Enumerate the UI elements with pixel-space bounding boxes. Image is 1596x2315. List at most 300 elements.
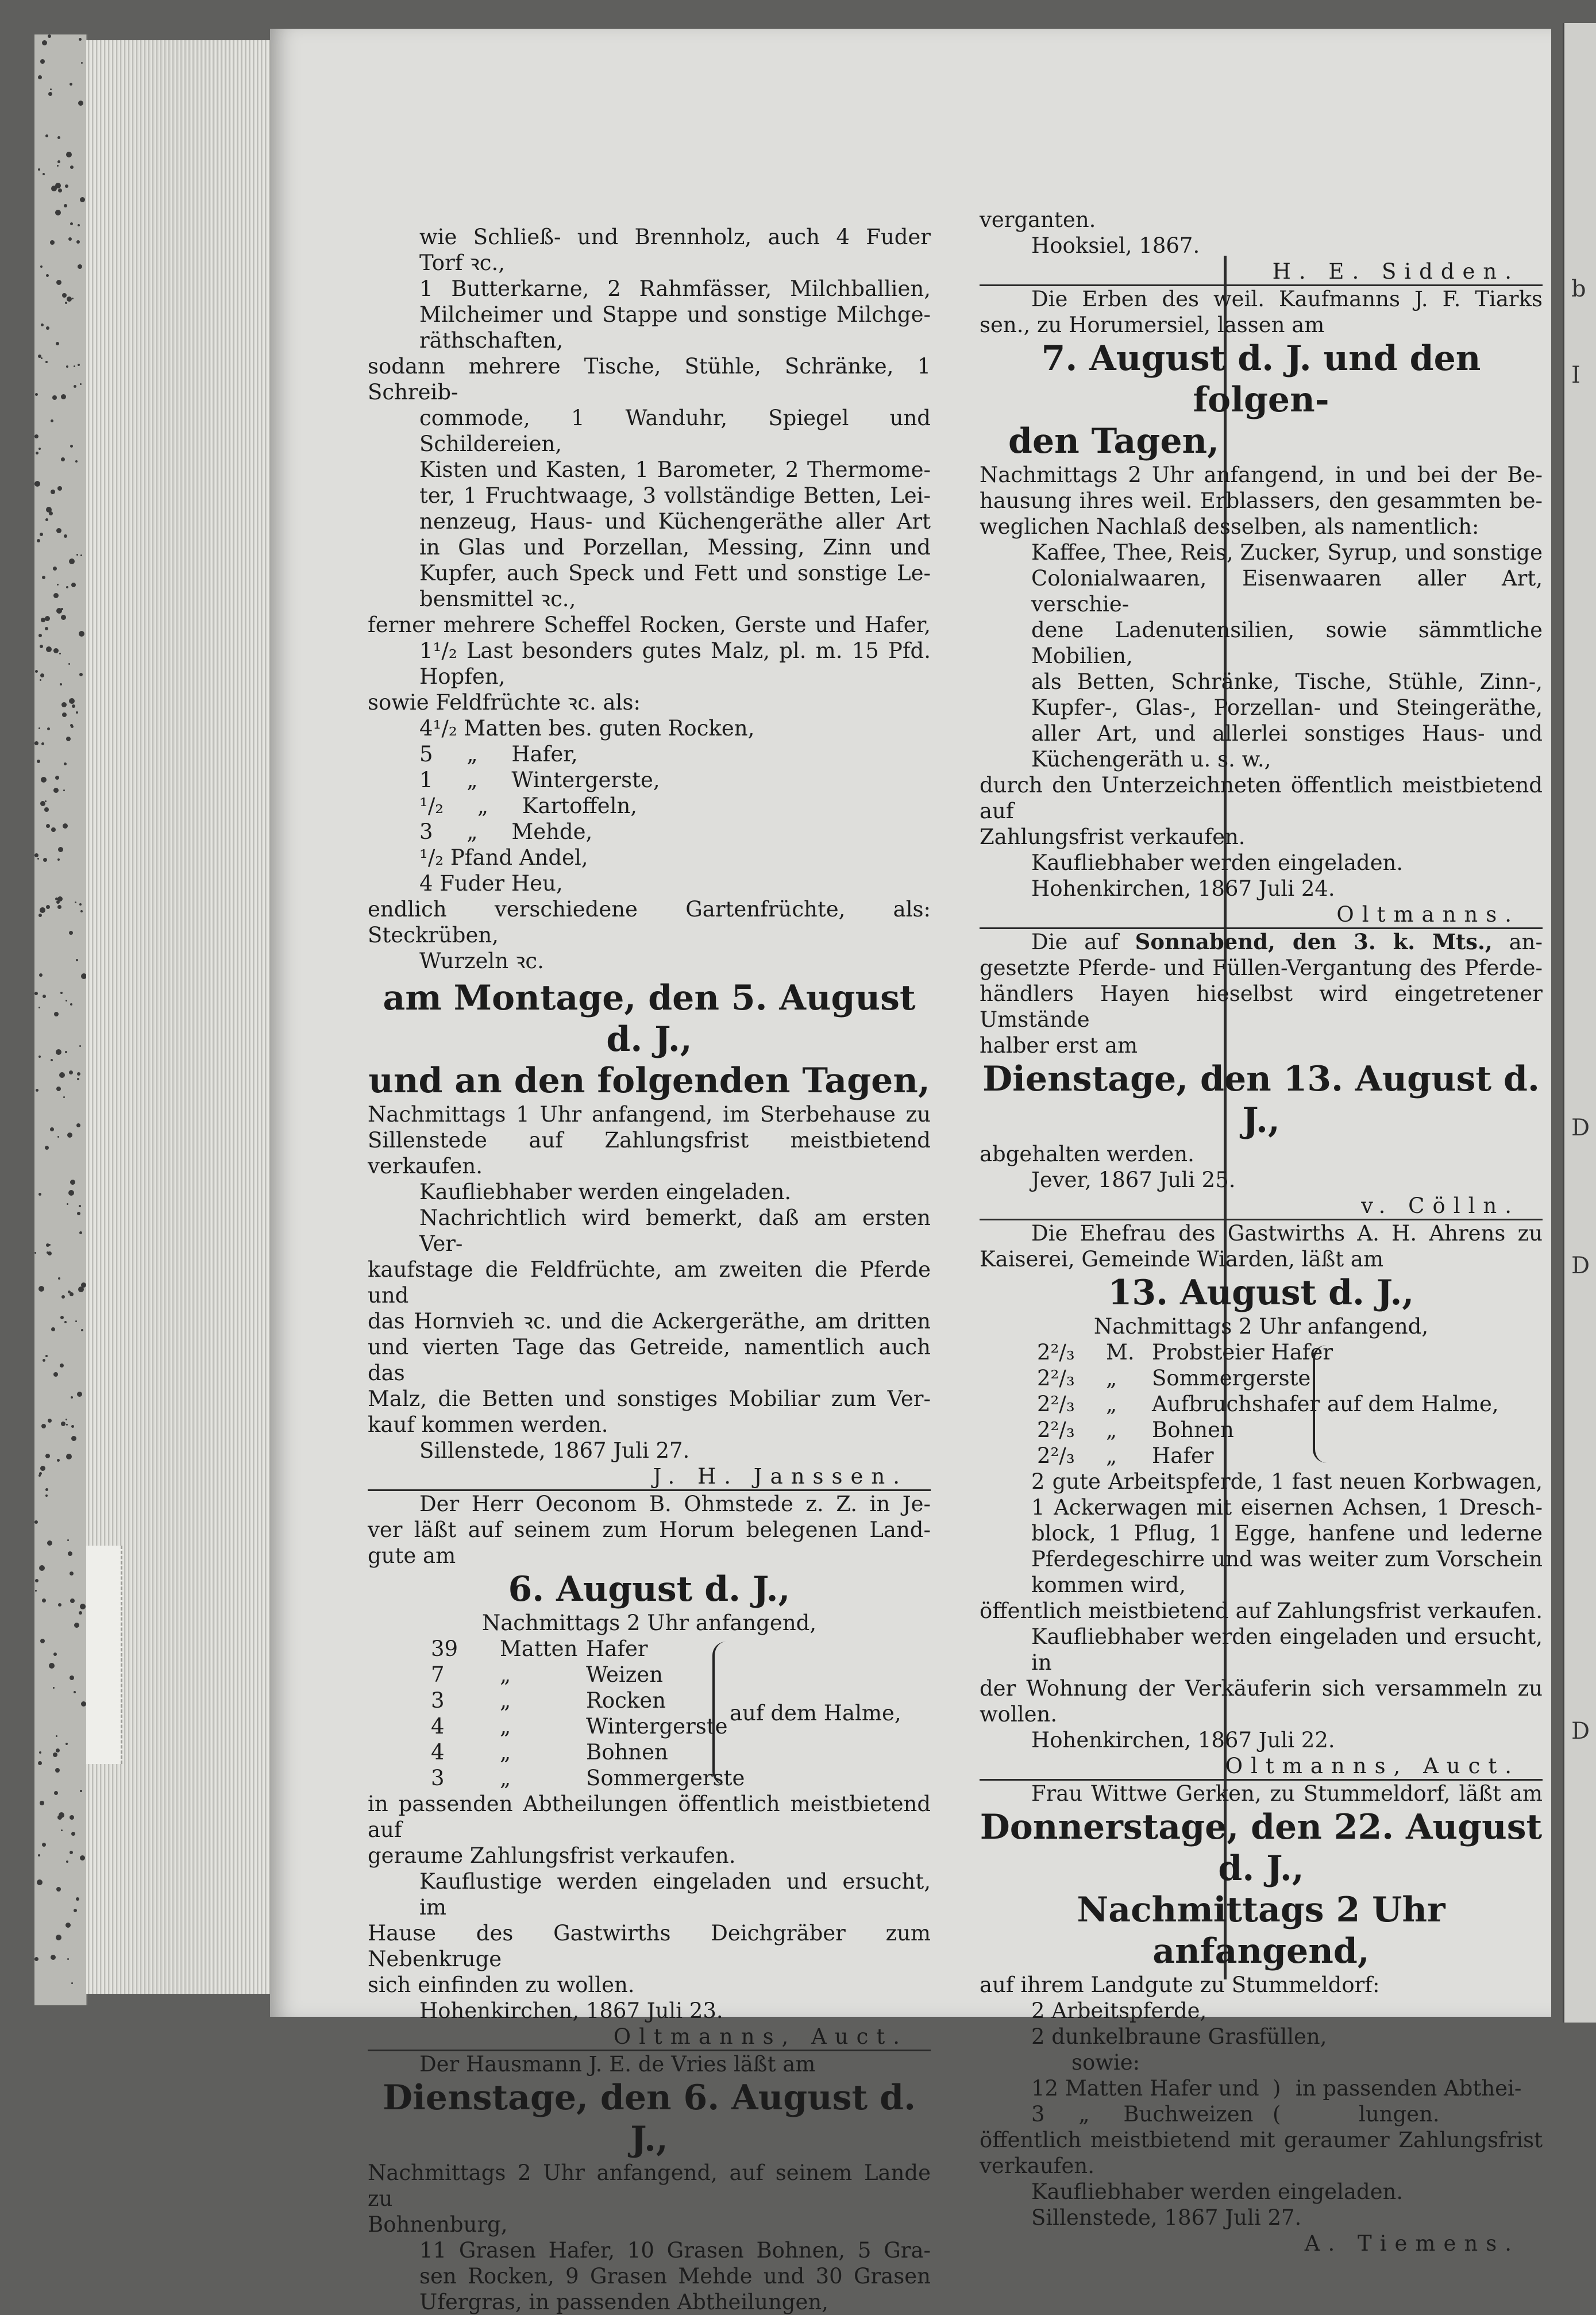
dateline: Sillenstede, 1867 Juli 27. <box>1031 2205 1302 2230</box>
speckle-dot <box>81 62 83 64</box>
speckle-dot <box>56 1735 57 1737</box>
text-line: dene Ladenutensilien, sowie sämmtliche Mobilien, <box>1031 618 1543 668</box>
text-line: verkaufen. <box>980 2154 1094 2178</box>
speckle-dot <box>58 847 63 852</box>
speckle-dot <box>70 724 73 727</box>
text-line: das Hornvieh ꝛc. und die Ackergeräthe, am dritten <box>368 1309 931 1334</box>
speckle-dot <box>80 1790 82 1792</box>
speckle-dot <box>47 1540 52 1546</box>
text-line: Frau Wittwe Gerken, zu Stummeldorf, läßt am <box>1031 1781 1543 1806</box>
text-line: Wurzeln ꝛc. <box>419 949 544 973</box>
speckle-dot <box>59 1072 65 1078</box>
text-line: 4 Fuder Heu, <box>419 871 563 896</box>
text-line: sowie: <box>1071 2050 1140 2075</box>
speckle-dot <box>70 1180 75 1185</box>
margin-letter: I <box>1571 362 1580 388</box>
time-line: Nachmittags 2 Uhr anfangend, <box>481 1611 817 1635</box>
speckle-dot <box>75 902 76 903</box>
list-item: 2²/₃ „ Sommergerste <box>1037 1366 1311 1390</box>
speckle-dot <box>41 618 45 622</box>
text-line: ¹/₂ „ Kartoffeln, <box>419 794 638 818</box>
speckle-dot <box>66 365 68 368</box>
speckle-dot <box>53 788 59 793</box>
signature: v. Cölln. <box>1361 1193 1520 1218</box>
speckle-dot <box>50 1127 54 1131</box>
speckle-dot <box>60 1363 64 1368</box>
brace-label: auf dem Halme, <box>730 1701 901 1725</box>
speckle-dot <box>80 910 83 912</box>
speckle-dot <box>56 900 60 904</box>
auction-date-heading: Donnerstage, den 22. August d. J., <box>980 1807 1543 1889</box>
list-item: 12 Matten Hafer und ) in passenden Abthei- <box>1031 2076 1522 2101</box>
speckle-dot <box>65 302 67 304</box>
speckle-dot <box>66 737 71 741</box>
speckle-dot <box>74 1691 76 1693</box>
speckle-dot <box>41 323 44 326</box>
speckle-dot <box>70 1003 72 1006</box>
text-line: Kaiserei, Gemeinde Wiarden, läßt am <box>980 1247 1384 1272</box>
speckle-dot <box>56 1049 61 1055</box>
speckle-dot <box>45 1494 48 1497</box>
text-line: 2 Arbeitspferde, <box>1031 1998 1207 2023</box>
speckle-dot <box>56 280 61 285</box>
auction-date-heading: 13. August d. J., <box>1108 1273 1414 1313</box>
signature: J. H. Janssen. <box>653 1464 908 1489</box>
dateline: Hohenkirchen, 1867 Juli 23. <box>419 1998 723 2023</box>
text-line: ver läßt auf seinem zum Horum belegenen Land- <box>368 1517 931 1542</box>
speckle-dot <box>61 1422 65 1426</box>
text-line: Kisten und Kasten, 1 Barometer, 2 Thermome- <box>419 457 931 482</box>
speckle-dot <box>42 1598 46 1603</box>
text-line: Hopfen, <box>419 664 506 689</box>
text-line: als Betten, Schränke, Tische, Stühle, Zinn-, <box>1031 669 1543 694</box>
text-line: commode, 1 Wanduhr, Spiegel und Schildereien, <box>419 406 931 456</box>
text-line: 4¹/₂ Matten bes. guten Rocken, <box>419 716 755 741</box>
speckle-dot <box>40 1466 45 1471</box>
text-line: Nachrichtlich wird bemerkt, daß am ersten Ver- <box>419 1205 931 1256</box>
speckle-dot <box>64 534 67 538</box>
speckle-dot <box>80 197 85 202</box>
text-line: halber erst am <box>980 1033 1138 1058</box>
text-line: Die auf Sonnabend, den 3. k. Mts., an- <box>1031 929 1543 954</box>
list-item: 4 „ Wintergerste <box>431 1714 728 1739</box>
speckle-dot <box>77 1072 80 1076</box>
speckle-dot <box>53 648 59 653</box>
text-line: gesetzte Pferde- und Füllen-Vergantung des Pferde- <box>980 956 1543 980</box>
speckle-dot <box>56 342 59 345</box>
text-line: 2 dunkelbraune Grasfüllen, <box>1031 2024 1327 2049</box>
speckle-dot <box>79 673 83 676</box>
text-line: kaufstage die Feldfrüchte, am zweiten die Pferde und <box>368 1257 931 1308</box>
text-line: Ufergras, in passenden Abtheilungen, <box>419 2290 828 2314</box>
speckle-dot <box>39 1751 41 1754</box>
speckle-dot <box>51 1059 53 1061</box>
text-line: geraume Zahlungsfrist verkaufen. <box>368 1843 736 1868</box>
speckle-dot <box>54 1012 59 1016</box>
speckle-dot <box>46 274 49 277</box>
dateline: Hooksiel, 1867. <box>1031 233 1200 258</box>
text-line: Der Hausmann J. E. de Vries läßt am <box>419 2052 816 2077</box>
text-line: Bohnenburg, <box>368 2212 508 2237</box>
speckle-dot <box>79 1611 82 1615</box>
text-line: sen Rocken, 9 Grasen Mehde und 30 Grasen <box>419 2264 931 2289</box>
speckle-dot <box>65 1419 67 1420</box>
speckle-dot <box>54 1791 58 1795</box>
time-line: Nachmittags 2 Uhr anfangend, <box>1093 1314 1429 1339</box>
speckle-dot <box>79 38 82 41</box>
speckle-dot <box>80 554 82 556</box>
text-line: Kaffee, Thee, Reis, Zucker, Syrup, und sonstige <box>1031 540 1543 565</box>
speckle-dot <box>39 1565 45 1571</box>
list-item: 3 „ Buchweizen ( lungen. <box>1031 2102 1440 2127</box>
text-line: 5 „ Hafer, <box>419 742 578 766</box>
speckle-dot <box>71 1832 75 1836</box>
text-line: 1 „ Wintergerste, <box>419 768 660 792</box>
margin-letter: D <box>1571 1253 1590 1279</box>
speckle-dot <box>39 1472 42 1475</box>
speckle-dot <box>71 1425 74 1428</box>
speckle-dot <box>38 1056 41 1058</box>
speckle-dot <box>65 1000 67 1002</box>
speckle-dot <box>71 1982 73 1984</box>
speckle-dot <box>81 1329 83 1331</box>
speckle-dot <box>64 762 67 765</box>
speckle-dot <box>70 165 74 169</box>
next-page-edge <box>1563 23 1596 2023</box>
speckle-dot <box>56 528 61 533</box>
speckle-dot <box>38 1007 40 1008</box>
speckle-dot <box>61 1295 65 1299</box>
text-line: weglichen Nachlaß desselben, als namentlich: <box>980 514 1479 539</box>
speckle-dot <box>51 1327 55 1331</box>
text-line: block, 1 Pflug, 1 Egge, hanfene und lederne <box>1031 1521 1543 1546</box>
speckle-dot <box>78 264 82 269</box>
speckle-dot <box>45 1488 48 1491</box>
speckle-dot <box>47 727 50 730</box>
speckle-dot <box>34 481 40 487</box>
speckle-dot <box>57 136 60 139</box>
speckle-dot <box>55 210 61 215</box>
speckle-dot <box>70 445 73 448</box>
speckle-dot <box>77 1212 80 1215</box>
speckle-dot <box>68 1551 72 1556</box>
list-item: 7 „ Weizen <box>431 1662 663 1687</box>
signature: H. E. Sidden. <box>1272 259 1520 284</box>
speckle-dot <box>45 627 48 630</box>
speckle-dot <box>42 40 47 45</box>
dateline: Sillenstede, 1867 Juli 27. <box>419 1438 690 1463</box>
text-line: sowie Feldfrüchte ꝛc. als: <box>368 690 641 715</box>
speckle-dot <box>51 419 53 422</box>
text-line: nenzeug, Haus- und Küchengeräthe aller Art <box>419 509 931 534</box>
crop-list <box>368 1636 931 1791</box>
text-line: auf ihrem Landgute zu Stummeldorf: <box>980 1973 1380 1997</box>
speckle-dot <box>52 395 57 400</box>
speckle-dot <box>43 995 46 998</box>
speckle-dot <box>63 789 65 791</box>
auction-date-heading: und an den folgenden Tagen, <box>368 1061 930 1101</box>
speckle-dot <box>79 1231 82 1234</box>
speckle-dot <box>55 183 61 188</box>
speckle-dot <box>67 1958 69 1960</box>
speckle-dot <box>40 645 43 648</box>
speckle-dot <box>75 1320 77 1322</box>
speckle-dot <box>60 992 63 994</box>
speckle-dot <box>74 1909 77 1912</box>
auction-date-heading: Dienstage, den 6. August d. J., <box>382 2078 916 2159</box>
speckle-dot <box>34 741 38 745</box>
speckle-dot <box>45 361 48 363</box>
text-line: ferner mehrere Scheffel Rocken, Gerste und Hafer, <box>368 613 931 637</box>
speckle-dot <box>61 702 67 707</box>
speckle-dot <box>57 905 61 909</box>
speckle-dot <box>48 1419 52 1423</box>
book-edge-speckled <box>34 34 87 2005</box>
brace <box>712 1642 726 1785</box>
speckle-dot <box>37 760 40 763</box>
speckle-dot <box>35 670 38 673</box>
speckle-dot <box>36 452 38 454</box>
speckle-dot <box>35 1590 37 1592</box>
speckle-dot <box>38 634 42 637</box>
speckle-dot <box>34 853 38 857</box>
speckle-dot <box>38 168 40 171</box>
speckle-dot <box>69 1070 73 1074</box>
text-line: gute am <box>368 1543 456 1568</box>
list-item: 2²/₃ „ Aufbruchshafer <box>1037 1392 1320 1416</box>
speckle-dot <box>66 1454 72 1459</box>
speckle-dot <box>61 615 66 620</box>
speckle-dot <box>70 1675 74 1680</box>
speckle-dot <box>37 539 40 542</box>
speckle-dot <box>51 827 56 832</box>
speckle-dot <box>43 1359 45 1362</box>
text-line: Kaufliebhaber werden eingeladen. <box>419 1180 792 1204</box>
auction-date-heading: 6. August d. J., <box>508 1569 791 1609</box>
speckle-dot <box>67 1539 69 1541</box>
speckle-dot <box>58 1277 60 1280</box>
text-line: bensmittel ꝛc., <box>419 587 576 611</box>
auction-date-heading: 7. August d. J. und den folgen- <box>1041 338 1481 420</box>
speckle-dot <box>55 1768 60 1773</box>
speckle-dot <box>57 584 59 586</box>
auction-date-heading: am Montage, den 5. August d. J., <box>383 978 916 1060</box>
speckle-dot <box>69 698 75 704</box>
text-line: sich einfinden zu wollen. <box>368 1973 635 1997</box>
speckle-dot <box>46 326 49 330</box>
list-item: 39 Matten Hafer <box>431 1636 648 1661</box>
speckle-dot <box>61 1829 63 1831</box>
speckle-dot <box>40 265 43 268</box>
speckle-dot <box>78 364 80 366</box>
speckle-dot <box>53 1372 58 1377</box>
speckle-dot <box>34 992 38 995</box>
speckle-dot <box>66 152 72 157</box>
text-line: sen., zu Horumersiel, lassen am <box>980 313 1325 337</box>
text-line: und vierten Tage das Getreide, namentlich auch das <box>368 1335 931 1385</box>
speckle-dot <box>62 293 67 298</box>
speckle-dot <box>80 383 82 385</box>
speckle-dot <box>78 101 83 106</box>
speckle-dot <box>53 1653 57 1656</box>
speckle-dot <box>46 905 50 909</box>
speckle-dot <box>41 777 47 783</box>
brace-label: auf dem Halme, <box>1327 1392 1499 1416</box>
page-edges <box>86 40 276 1994</box>
signature: Oltmanns, Auct. <box>1225 1754 1520 1778</box>
speckle-dot <box>71 1436 76 1441</box>
speckle-dot <box>79 631 84 637</box>
text-line: 1¹/₂ Last besonders gutes Malz, pl. m. 15 Pfd. <box>419 638 931 663</box>
speckle-dot <box>45 518 48 521</box>
speckle-dot <box>45 616 50 621</box>
speckle-dot <box>74 1623 79 1628</box>
speckle-dot <box>72 298 74 299</box>
speckle-dot <box>69 931 73 935</box>
text-line: hausung ihres weil. Erblassers, den gesammten be- <box>980 488 1543 513</box>
speckle-dot <box>40 1639 45 1643</box>
text-line: Colonialwaaren, Eisenwaaren aller Art, verschie- <box>1031 566 1543 617</box>
text-line: kommen wird, <box>1031 1573 1186 1597</box>
speckle-dot <box>35 393 38 396</box>
text-line: räthschaften, <box>419 328 564 353</box>
speckle-dot <box>34 1252 36 1254</box>
speckle-dot <box>65 1923 71 1928</box>
speckle-dot <box>38 355 41 358</box>
speckle-dot <box>70 83 72 86</box>
speckle-dot <box>57 1136 59 1138</box>
speckle-dot <box>67 1203 68 1205</box>
speckle-dot <box>70 1571 74 1576</box>
speckle-dot <box>56 1935 61 1940</box>
auction-date-heading: Dienstage, den 13. August d. J., <box>982 1059 1540 1141</box>
speckle-dot <box>47 1251 49 1254</box>
signature: Oltmanns. <box>1336 902 1520 927</box>
speckle-dot <box>40 59 45 64</box>
speckle-dot <box>67 296 72 302</box>
speckle-dot <box>76 959 78 961</box>
speckle-dot <box>71 1396 73 1399</box>
list-item: 2²/₃ „ Hafer <box>1037 1443 1214 1468</box>
text-line: Kaufliebhaber werden eingeladen. <box>1031 2179 1404 2204</box>
speckle-dot <box>63 1096 65 1098</box>
speckle-dot <box>76 1123 80 1127</box>
speckle-dot <box>40 801 45 806</box>
left-column <box>368 224 931 2315</box>
speckle-dot <box>68 1291 71 1293</box>
speckle-dot <box>48 34 51 38</box>
text-line: ter, 1 Fruchtwaage, 3 vollständige Betten, Lei- <box>419 483 931 508</box>
text-line: kauf kommen werden. <box>368 1412 608 1437</box>
speckle-dot <box>70 1815 74 1820</box>
text-line: Die Erben des weil. Kaufmanns J. F. Tiarks <box>1031 287 1543 311</box>
speckle-dot <box>46 824 50 828</box>
speckle-dot <box>60 1316 64 1319</box>
speckle-dot <box>77 1078 79 1080</box>
dateline: Hohenkirchen, 1867 Juli 24. <box>1031 876 1335 901</box>
dateline: Hohenkirchen, 1867 Juli 22. <box>1031 1728 1335 1752</box>
speckle-dot <box>77 1392 82 1397</box>
speckle-dot <box>56 1087 61 1091</box>
list-item: 4 „ Bohnen <box>431 1740 668 1765</box>
speckle-dot <box>64 1321 67 1323</box>
speckle-dot <box>75 460 78 463</box>
text-line: Milcheimer und Stappe und sonstige Milchge- <box>419 302 931 327</box>
speckle-dot <box>74 385 76 388</box>
text-line: durch den Unterzeichneten öffentlich meistbietend auf <box>980 773 1543 823</box>
speckle-dot <box>70 1598 75 1603</box>
text-line: ¹/₂ Pfand Andel, <box>419 845 588 870</box>
margin-letter: D <box>1571 1115 1590 1141</box>
speckle-dot <box>44 807 49 812</box>
speckle-dot <box>45 1454 50 1458</box>
speckle-dot <box>70 1851 73 1854</box>
text-line: Sillenstede auf Zahlungsfrist meistbietend verkaufen. <box>368 1128 931 1178</box>
speckle-dot <box>43 173 45 175</box>
speckle-dot <box>38 75 42 79</box>
speckle-dot <box>38 448 41 450</box>
text-line: 11 Grasen Hafer, 10 Grasen Bohnen, 5 Gra- <box>419 2238 931 2263</box>
speckle-dot <box>64 204 67 207</box>
speckle-dot <box>41 742 44 745</box>
speckle-dot <box>56 608 62 614</box>
signature: A. Tiemens. <box>1304 2231 1520 2256</box>
text-line: sodann mehrere Tische, Stühle, Schränke, 1 Schreib- <box>368 354 931 405</box>
speckle-dot <box>71 583 76 587</box>
torn-page-edge <box>86 1546 122 1764</box>
speckle-dot <box>45 134 48 137</box>
speckle-dot <box>40 907 45 913</box>
speckle-dot <box>53 1687 55 1689</box>
speckle-dot <box>40 673 44 677</box>
list-item: 2²/₃ „ Bohnen <box>1037 1417 1234 1442</box>
text-line: 1 Butterkarne, 2 Rahmfässer, Milchballien, <box>419 276 931 301</box>
speckle-dot <box>53 593 59 598</box>
speckle-dot <box>41 357 43 359</box>
signature: Oltmanns, Auct. <box>613 2024 908 2049</box>
speckle-dot <box>58 1603 61 1607</box>
speckle-dot <box>76 554 78 556</box>
text-line: händlers Hayen hieselbst wird eingetretener Umstände <box>980 981 1543 1032</box>
text-line: 2 gute Arbeitspferde, 1 fast neuen Korbwagen, <box>1031 1469 1543 1494</box>
speckle-dot <box>37 1879 43 1885</box>
speckle-dot <box>66 586 68 588</box>
text-line: Die Ehefrau des Gastwirths A. H. Ahrens zu <box>1031 1221 1543 1246</box>
speckle-dot <box>57 165 59 167</box>
text-line: Kupfer-, Glas-, Porzellan- und Steingeräthe, <box>1031 695 1543 720</box>
speckle-dot <box>37 858 39 860</box>
speckle-dot <box>68 1190 74 1196</box>
speckle-dot <box>79 1205 81 1207</box>
speckle-dot <box>40 679 41 681</box>
speckle-dot <box>79 903 82 906</box>
speckle-dot <box>48 92 52 96</box>
speckle-dot <box>61 394 66 399</box>
emphasis-date: Sonnabend, den 3. k. Mts., <box>1135 929 1493 954</box>
speckle-dot <box>68 663 70 665</box>
speckle-dot <box>38 1286 44 1292</box>
dateline: Jever, 1867 Juli 25. <box>1031 1168 1236 1192</box>
speckle-dot <box>59 1812 64 1818</box>
text-line: in passenden Abtheilungen öffentlich meistbietend auf <box>368 1792 931 1842</box>
speckle-dot <box>68 237 72 241</box>
text-line: Kaufliebhaber werden eingeladen und ersucht, in <box>1031 1624 1543 1675</box>
margin-letter: D <box>1571 1718 1590 1744</box>
speckle-dot <box>41 1424 46 1428</box>
speckle-dot <box>66 1424 68 1426</box>
text-line: Nachmittags 2 Uhr anfangend, auf seinem Lande zu <box>368 2160 931 2211</box>
text-line: öffentlich meistbietend mit geraumer Zahlungsfrist <box>980 2128 1543 2152</box>
